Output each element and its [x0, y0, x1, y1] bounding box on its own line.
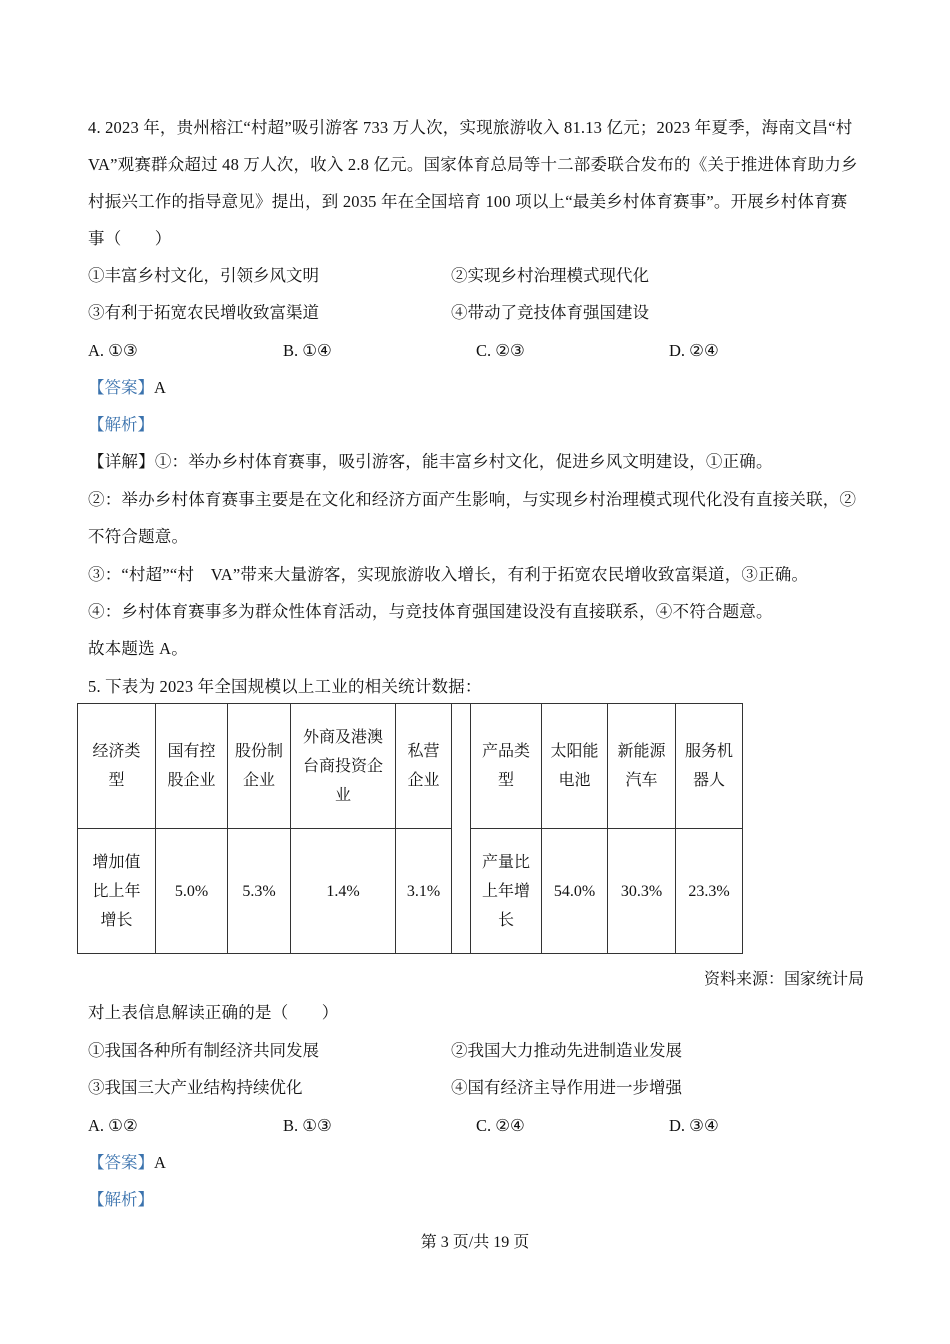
q5-intro: 5. 下表为 2023 年全国规模以上工业的相关统计数据：	[88, 677, 482, 696]
answer-label: 【答案】	[88, 378, 154, 397]
value-cell: 3.1%	[396, 829, 452, 954]
q4-statement-3: ③有利于拓宽农民增收致富渠道	[88, 303, 319, 322]
value-cell: 1.4%	[291, 829, 396, 954]
q4-stem-line: VA”观赛群众超过 48 万人次，收入 2.8 亿元。国家体育总局等十二部委联合发布的《关于推进体育助力乡	[88, 155, 858, 174]
q4-choice-d: D. ②④	[669, 341, 719, 360]
q5-choice-c: C. ②④	[476, 1116, 525, 1135]
spacer-cell	[452, 704, 471, 954]
table-row	[78, 829, 743, 954]
statistics-table	[77, 703, 743, 954]
value-cell: 5.0%	[156, 829, 228, 954]
q4-detail-line: ②：举办乡村体育赛事主要是在文化和经济方面产生影响，与实现乡村治理模式现代化没有直接关联，②	[88, 490, 857, 509]
q5-statement-4: ④国有经济主导作用进一步增强	[451, 1078, 682, 1097]
q5-question: 对上表信息解读正确的是（ ）	[88, 1003, 339, 1022]
header-cell: 国有控 股企业	[156, 704, 228, 829]
q5-statement-1: ①我国各种所有制经济共同发展	[88, 1041, 319, 1060]
q5-statement-2: ②我国大力推动先进制造业发展	[451, 1041, 682, 1060]
q4-statement-1: ①丰富乡村文化，引领乡风文明	[88, 266, 319, 285]
q4-stem-line: 村振兴工作的指导意见》提出，到 2035 年在全国培育 100 项以上“最美乡村体育赛事”。开展乡村体育赛	[88, 192, 848, 211]
q4-analysis-label: 【解析】	[88, 415, 154, 434]
q5-answer	[88, 1153, 166, 1173]
q4-answer	[88, 378, 166, 398]
q4-statement-2: ②实现乡村治理模式现代化	[451, 266, 649, 285]
q4-detail-line: ③：“村超”“村 VA”带来大量游客，实现旅游收入增长，有利于拓宽农民增收致富渠道，③正确。	[88, 565, 809, 584]
q4-detail-line: ④：乡村体育赛事多为群众性体育活动，与竞技体育强国建设没有直接联系，④不符合题意。	[88, 602, 773, 621]
answer-value: A	[154, 378, 166, 397]
header-cell: 服务机 器人	[676, 704, 743, 829]
value-cell: 30.3%	[608, 829, 676, 954]
value-cell: 23.3%	[676, 829, 743, 954]
q5-analysis-label: 【解析】	[88, 1190, 154, 1209]
page-number: 第 3 页/共 19 页	[420, 1234, 530, 1251]
q4-choice-b: B. ①④	[283, 341, 332, 360]
detail-label: 【详解】	[88, 452, 155, 471]
row-label: 产量比 上年增 长	[471, 829, 542, 954]
header-cell: 私营 企业	[396, 704, 452, 829]
q4-detail-line	[88, 452, 773, 472]
detail-text: ①：举办乡村体育赛事，吸引游客，能丰富乡村文化，促进乡风文明建设，①正确。	[154, 452, 773, 471]
q4-stem-line: 4. 2023 年，贵州榕江“村超”吸引游客 733 万人次，实现旅游收入 81.13 亿元；2023 年夏季，海南文昌“村	[88, 118, 853, 137]
header-cell: 产品类 型	[471, 704, 542, 829]
q4-detail-line: 故本题选 A。	[88, 639, 188, 658]
answer-value: A	[154, 1153, 166, 1172]
header-cell: 经济类 型	[78, 704, 156, 829]
header-cell: 太阳能 电池	[542, 704, 608, 829]
table-header-row	[78, 704, 743, 829]
q5-choice-a: A. ①②	[88, 1116, 138, 1135]
value-cell: 5.3%	[228, 829, 291, 954]
q4-choice-a: A. ①③	[88, 341, 138, 360]
q5-statement-3: ③我国三大产业结构持续优化	[88, 1078, 303, 1097]
row-label: 增加值 比上年 增长	[78, 829, 156, 954]
value-cell: 54.0%	[542, 829, 608, 954]
data-source: 资料来源：国家统计局	[703, 971, 864, 988]
answer-label: 【答案】	[88, 1153, 154, 1172]
q4-stem-line: 事（ ）	[88, 229, 172, 248]
q4-statement-4: ④带动了竞技体育强国建设	[451, 303, 649, 322]
header-cell: 新能源 汽车	[608, 704, 676, 829]
header-cell: 外商及港澳 台商投资企 业	[291, 704, 396, 829]
header-cell: 股份制 企业	[228, 704, 291, 829]
q5-choice-d: D. ③④	[669, 1116, 719, 1135]
q4-choice-c: C. ②③	[476, 341, 525, 360]
q5-choice-b: B. ①③	[283, 1116, 332, 1135]
q4-detail-line: 不符合题意。	[88, 527, 189, 546]
